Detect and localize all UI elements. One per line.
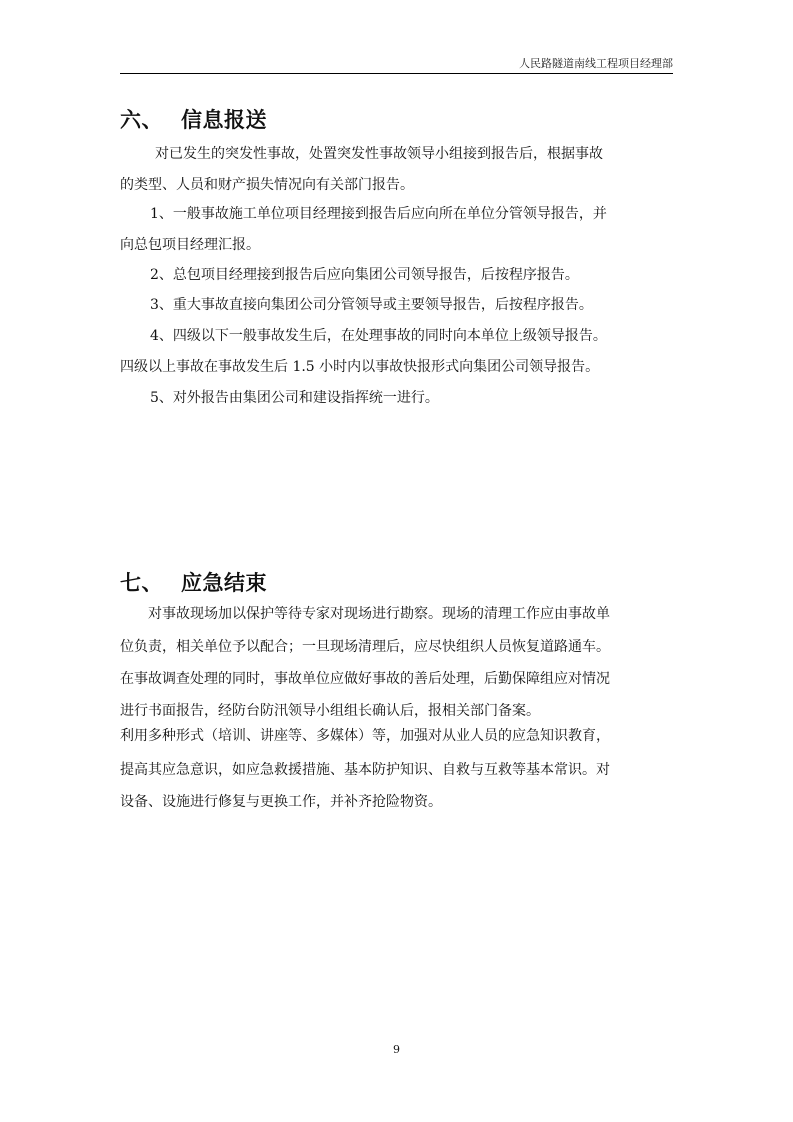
section-6-line: 向总包项目经理汇报。 (120, 237, 260, 253)
section-7-line: 在事故调查处理的同时，事故单位应做好事故的善后处理，后勤保障组应对情况 (120, 671, 610, 687)
header-divider (120, 73, 673, 74)
section-6-line: 3、重大事故直接向集团公司分管领导或主要领导报告，后按程序报告。 (150, 297, 593, 313)
section-7-line: 设备、设施进行修复与更换工作，并补齐抢险物资。 (120, 794, 442, 810)
section-6-line: 2、总包项目经理接到报告后应向集团公司领导报告，后按程序报告。 (150, 267, 579, 283)
section-7-line: 进行书面报告，经防台防汛领导小组组长确认后，报相关部门备案。 (120, 703, 540, 719)
section-6-line: 5、对外报告由集团公司和建设指挥统一进行。 (150, 390, 439, 406)
section-6-number: 六、 (120, 108, 163, 132)
section-6-line: 四级以上事故在事故发生后 1.5 小时内以事故快报形式向集团公司领导报告。 (120, 359, 600, 375)
section-7-line: 对事故现场加以保护等待专家对现场进行勘察。现场的清理工作应由事故单 (148, 606, 610, 622)
section-7-line: 利用多种形式（培训、讲座等、多媒体）等，加强对从业人员的应急知识教育， (120, 728, 610, 744)
section-7-line: 位负责，相关单位予以配合；一旦现场清理后，应尽快组织人员恢复道路通车。 (120, 639, 610, 655)
section-6-line: 的类型、人员和财产损失情况向有关部门报告。 (120, 177, 414, 193)
section-7-title: 应急结束 (181, 571, 267, 595)
section-6-title: 信息报送 (181, 108, 267, 132)
section-7-number: 七、 (120, 571, 163, 595)
section-6-line: 对已发生的突发性事故，处置突发性事故领导小组接到报告后，根据事故 (155, 146, 603, 162)
section-7-heading (120, 567, 267, 597)
section-6-line: 1、一般事故施工单位项目经理接到报告后应向所在单位分管领导报告，并 (150, 206, 607, 222)
section-6-line: 4、四级以下一般事故发生后，在处理事故的同时向本单位上级领导报告。 (150, 328, 607, 344)
section-6-heading (120, 104, 267, 134)
page-number: 9 (393, 1043, 400, 1056)
header-title: 人民路隧道南线工程项目经理部 (519, 57, 673, 70)
section-7-line: 提高其应急意识，如应急救援措施、基本防护知识、自救与互救等基本常识。对 (120, 762, 610, 778)
